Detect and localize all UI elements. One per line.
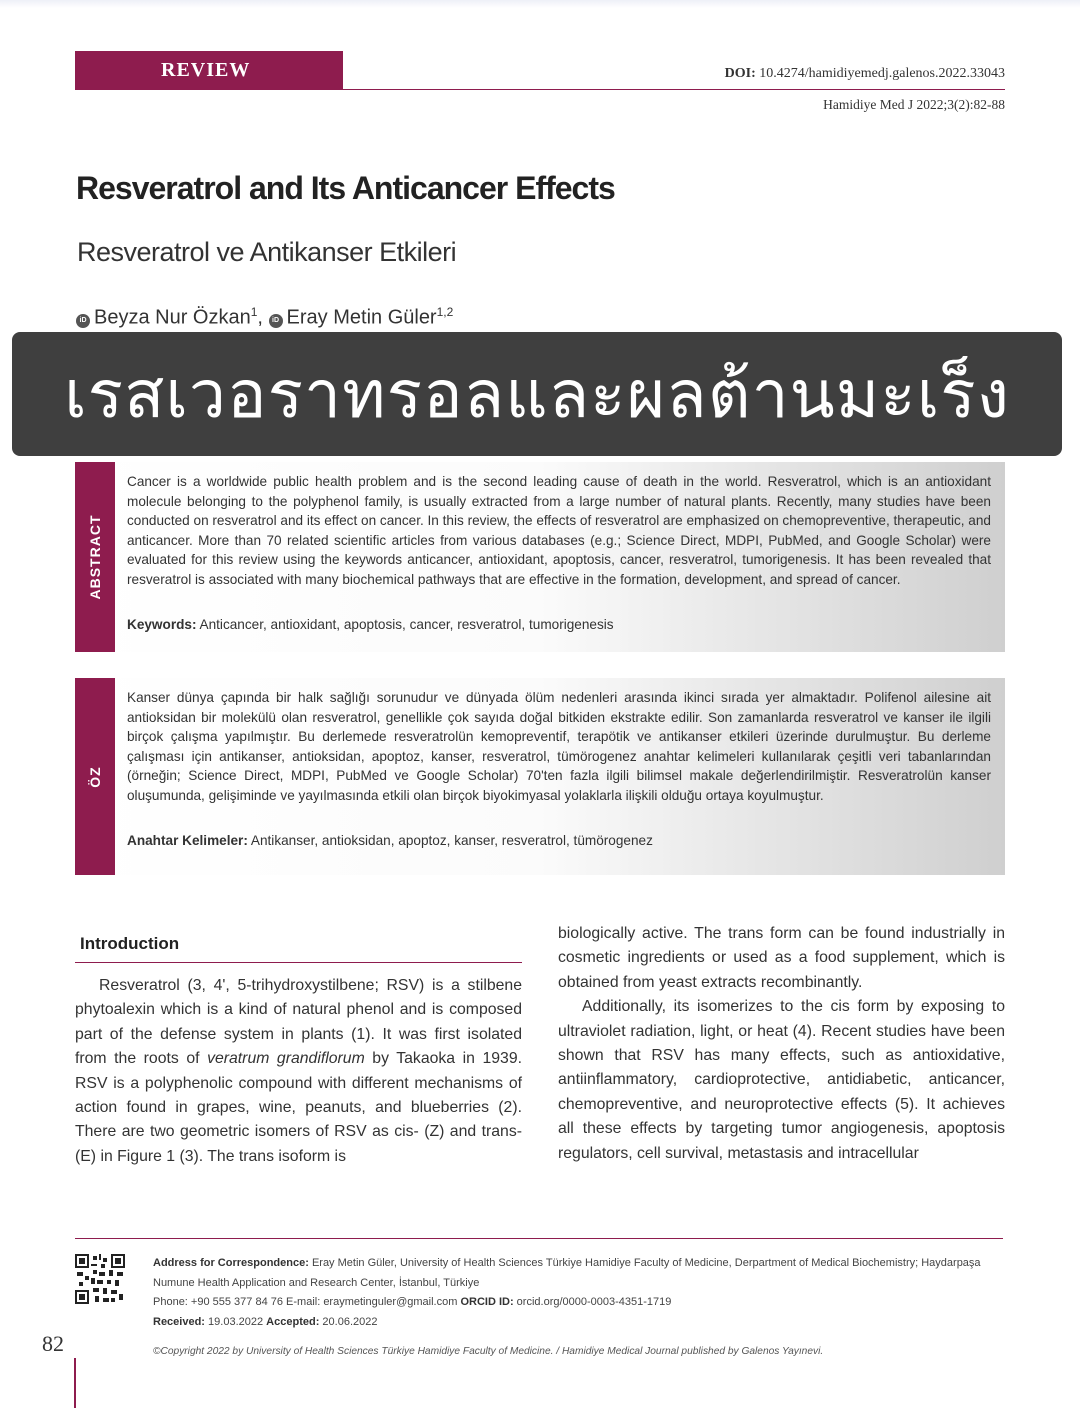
paragraph-text: Resveratrol (3, 4', 5-trihydroxystilbene; RSV) is a stilbene phytoalexin which is a kind of natural phenol and is composed part of the defense system in plants (1). It was first isolated from the roots of — [75, 977, 522, 1068]
abstract-label: ABSTRACT — [87, 514, 103, 600]
doi-value[interactable]: 10.4274/hamidiyemedj.galenos.2022.33043 — [759, 66, 1005, 81]
section-divider — [75, 962, 522, 963]
address-line — [153, 1254, 1003, 1293]
orcid-icon[interactable]: iD — [76, 314, 90, 328]
oz-keywords-label: Anahtar Kelimeler: — [127, 833, 248, 848]
species-name: veratrum grandiflorum — [207, 1050, 365, 1068]
top-edge — [0, 0, 1080, 8]
received-date: 19.03.2022 — [208, 1315, 264, 1328]
orcid-icon[interactable]: iD — [269, 314, 283, 328]
author-affiliation: 1 — [250, 305, 258, 319]
accepted-date: 20.06.2022 — [322, 1315, 378, 1328]
correspondence-block — [153, 1254, 1003, 1332]
section-heading-introduction: Introduction — [80, 934, 180, 953]
page-number: 82 — [42, 1331, 64, 1356]
left-column — [75, 974, 522, 1169]
oz-keywords — [127, 833, 653, 848]
oz-keywords-value: Antikanser, antioksidan, apoptoz, kanser, resveratrol, tümörogenez — [250, 833, 653, 848]
keywords-value: Anticancer, antioxidant, apoptosis, cancer, resveratrol, tumorigenesis — [199, 617, 614, 632]
header-divider — [75, 89, 1005, 90]
article-subtitle: Resveratrol ve Antikanser Etkileri — [77, 237, 457, 267]
abstract-side-label — [75, 462, 115, 652]
qr-code-icon[interactable] — [75, 1254, 125, 1304]
oz-side-label — [75, 678, 115, 875]
doi-label: DOI: — [724, 66, 756, 81]
author-affiliation: 1,2 — [436, 305, 454, 319]
author-name: Eray Metin Güler — [286, 306, 437, 329]
author-name: Beyza Nur Özkan — [94, 306, 251, 329]
page-number-rule — [74, 1358, 76, 1408]
author-list: iD Beyza Nur Özkan$^1$, iD Eray Metin Güler$^{1,2}$ — [76, 305, 453, 330]
contact-line — [153, 1293, 1003, 1313]
doi-line — [725, 66, 1005, 82]
phone-email[interactable]: Phone: +90 555 377 84 76 E-mail: eraymetinguler@gmail.com — [153, 1296, 458, 1308]
right-column — [558, 922, 1005, 1166]
oz-box — [75, 678, 1005, 875]
journal-citation: Hamidiye Med J 2022;3(2):82-88 — [823, 97, 1005, 112]
paragraph: Additionally, its isomerizes to the cis form by exposing to ultraviolet radiation, light, or heat (4). Recent studies have been shown that RSV has many effects, such as antioxidative, antiinflammatory, cardioprotective, antidiabetic, anticancer, chemopreventive, and neuroprotective effects (5). It achieves all these effects by targeting tumor angiogenesis, apoptosis regulators, cell survival, metastasis and intracellular — [558, 998, 1005, 1162]
accepted-label: Accepted: — [266, 1315, 320, 1328]
oz-text: Kanser dünya çapında bir halk sağlığı sorunudur ve dünyada ölüm nedenleri arasında ikinci sırada yer almaktadır. Polifenol ailesine ait antioksidan bir molekülü olan resveratrol, genellikle çok sayıda doğal bitkiden ekstrakte edilir. Son zamanlarda resveratrol ve kanser ile ilgili birçok çalışma yapılmıştır. Bu derlemede resveratrolün kemopreventif, terapötik ve antikanser etkileri üzerinde durulmuştur. Bu derleme çalışması için antikanser, antioksidan, apoptoz, kanser, resveratrol, tümörogenez anahtar kelimeleri kullanılarak çeşitli veri tabanlarından (örneğin; Science Direct, MDPI, PubMed ve Google Scholar) 70'ten fazla ilgili bilimsel makale değerlendirilmiştir. Resveratrolün kanser oluşumunda, gelişiminde ve yayılmasında etkili olan birçok biyokimyasal yolaklarla ilişkili olduğu ortaya koyulmuştur. — [127, 690, 991, 803]
oz-label: ÖZ — [87, 765, 103, 788]
abstract-box — [75, 462, 1005, 652]
translation-overlay-banner — [12, 332, 1062, 456]
orcid-label: ORCID ID: — [460, 1296, 514, 1308]
copyright-notice: ©Copyright 2022 by University of Health Sciences Türkiye Hamidiye Faculty of Medicine. / Hamidiye Medical Journal published by Galenos Yayınevi. — [153, 1346, 824, 1357]
received-label: Received: — [153, 1315, 205, 1328]
orcid-value[interactable]: orcid.org/0000-0003-4351-1719 — [516, 1296, 672, 1308]
address-label: Address for Correspondence: — [153, 1257, 309, 1269]
overlay-text: เรสเวอราทรอลและผลต้านมะเร็ง — [64, 356, 1010, 431]
article-title: Resveratrol and Its Anticancer Effects — [76, 170, 615, 206]
keywords-label: Keywords: — [127, 617, 197, 632]
paragraph: biologically active. The trans form can be found industrially in cosmetic ingredients or used as a food supplement, which is obtained from yeast extracts recombinantly. — [558, 925, 1005, 991]
address-value: Eray Metin Güler, University of Health Sciences Türkiye Hamidiye Faculty of Medicine, Derpartment of Medical Biochemistry; Haydarpaşa Numune Health Application and Research Center, İstanbul, Türkiye — [153, 1257, 981, 1289]
dates-line — [153, 1313, 1003, 1333]
paragraph — [75, 974, 522, 1169]
article-type-badge: REVIEW — [75, 51, 343, 89]
paragraph-text: by Takaoka in 1939. RSV is a polyphenolic compound with different mechanisms of action found in grapes, wine, peanuts, and blueberries (2). There are two geometric isomers of RSV as cis- (Z) and trans- (E) in Figure 1 (3). The trans isoform is — [75, 1050, 523, 1165]
abstract-keywords — [127, 617, 614, 632]
footer-divider — [75, 1238, 1003, 1239]
abstract-text: Cancer is a worldwide public health problem and is the second leading cause of death in the world. Resveratrol, which is an antioxidant molecule belonging to the polyphenol family, is usually extracted from a large number of natural plants. Recently, many studies have been conducted on resveratrol and its effect on cancer. In this review, the effects of resveratrol are emphasized on chemopreventive, therapeutic, and anticancer. More than 70 related scientific articles from various databases (e.g.; Science Direct, MDPI, PubMed, and Google Scholar) were evaluated for this review using the keywords anticancer, antioxidant, apoptosis, cancer, resveratrol, tumorigenesis. It has been revealed that resveratrol is associated with many biochemical pathways that are effective in the formation, development, and spread of cancer. — [127, 474, 991, 587]
